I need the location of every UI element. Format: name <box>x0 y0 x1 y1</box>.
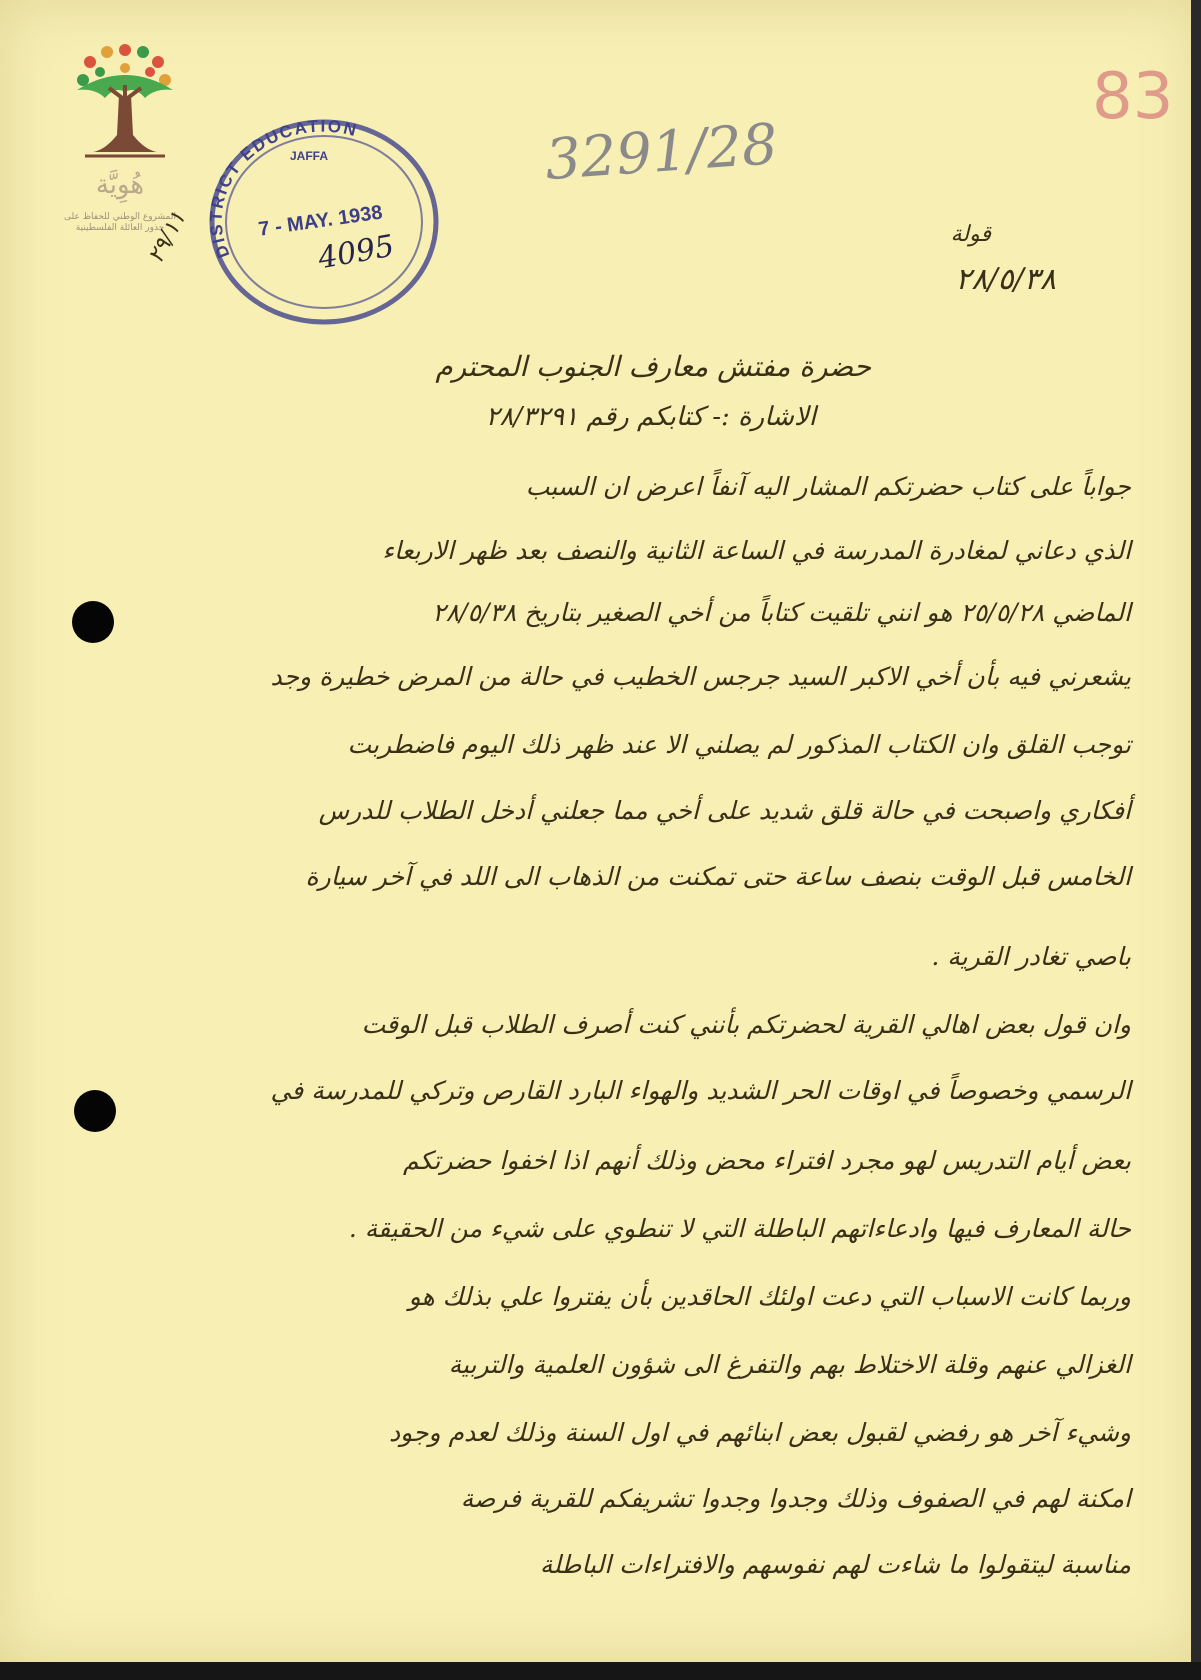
education-office-stamp <box>200 115 448 330</box>
scan-edge <box>1191 0 1201 1662</box>
addressee-line: حضرة مفتش معارف الجنوب المحترم <box>435 350 871 383</box>
logo-wordmark: هُوِيَّة <box>95 170 145 200</box>
body-line: يشعرني فيه بأن أخي الاكبر السيد جرجس الخطيب في حالة من المرض خطيرة وجد <box>270 662 1131 691</box>
body-line: الخامس قبل الوقت بنصف ساعة حتى تمكنت من الذهاب الى اللد في آخر سيارة <box>305 862 1131 891</box>
body-line: وشيء آخر هو رفضي لقبول بعض ابنائهم في اول السنة وذلك لعدم وجود <box>388 1418 1131 1447</box>
body-line: حالة المعارف فيها وادعاءاتهم الباطلة التي لا تنطوي على شيء من الحقيقة . <box>348 1214 1131 1243</box>
body-line: بعض أيام التدريس لهو مجرد افتراء محض وذلك أنهم اذا اخفوا حضرتكم <box>402 1146 1131 1175</box>
file-reference-number: 3291/28 <box>543 111 780 194</box>
stamp-city: JAFFA <box>290 149 329 163</box>
logo-caption: المشروع الوطني للحفاظ على جذور العائلة الفلسطينية <box>63 212 176 233</box>
body-line: توجب القلق وان الكتاب المذكور لم يصلني الا عند ظهر ذلك اليوم فاضطربت <box>347 730 1131 759</box>
punch-hole <box>72 601 114 643</box>
scan-border <box>0 1662 1201 1680</box>
body-line: امكنة لهم في الصفوف وذلك وجدوا وجدوا تشريفكم للقرية فرصة <box>460 1484 1131 1513</box>
body-line: جواباً على كتاب حضرتكم المشار اليه آنفاً اعرض ان السبب <box>525 472 1131 501</box>
body-line: باصي تغادر القرية . <box>931 942 1131 971</box>
family-tree-icon <box>55 40 185 170</box>
body-line: الغزالي عنهم وقلة الاختلاط بهم والتفرغ الى شؤون العلمية والتربية <box>448 1350 1131 1379</box>
reference-line: الاشارة :- كتابكم رقم ٢٨/٣٢٩١ <box>485 402 816 432</box>
stamp-handwritten-number: 4095 <box>315 228 397 277</box>
stamp-date: 7 - MAY. 1938 <box>257 201 384 241</box>
page-number: 83 <box>1092 60 1174 134</box>
body-line: وان قول بعض اهالي القرية لحضرتكم بأنني كنت أصرف الطلاب قبل الوقت <box>361 1010 1131 1039</box>
sender-place: قولة <box>950 222 991 247</box>
punch-hole <box>74 1090 116 1132</box>
body-line: أفكاري واصبحت في حالة قلق شديد على أخي مما جعلني أدخل الطلاب للدرس <box>318 796 1131 825</box>
body-line: الماضي ٢٥/٥/٢٨ هو انني تلقيت كتاباً من أخي الصغير بتاريخ ٢٨/٥/٣٨ <box>432 598 1131 627</box>
body-line: الرسمي وخصوصاً في اوقات الحر الشديد والهواء البارد القارص وتركي للمدرسة في <box>270 1076 1131 1105</box>
body-line: وربما كانت الاسباب التي دعت اولئك الحاقدين بأن يفتروا علي بذلك هو <box>408 1282 1131 1311</box>
margin-note: ٢٩/١١ <box>143 207 192 268</box>
letter-date: ٢٨/٥/٣٨ <box>955 262 1056 297</box>
body-line: الذي دعاني لمغادرة المدرسة في الساعة الثانية والنصف بعد ظهر الاربعاء <box>382 536 1131 565</box>
stamp-ring-text: DISTRICT EDUCATION <box>206 116 360 261</box>
body-line: مناسبة ليتقولوا ما شاءت لهم نفوسهم والافتراءات الباطلة <box>539 1550 1131 1579</box>
